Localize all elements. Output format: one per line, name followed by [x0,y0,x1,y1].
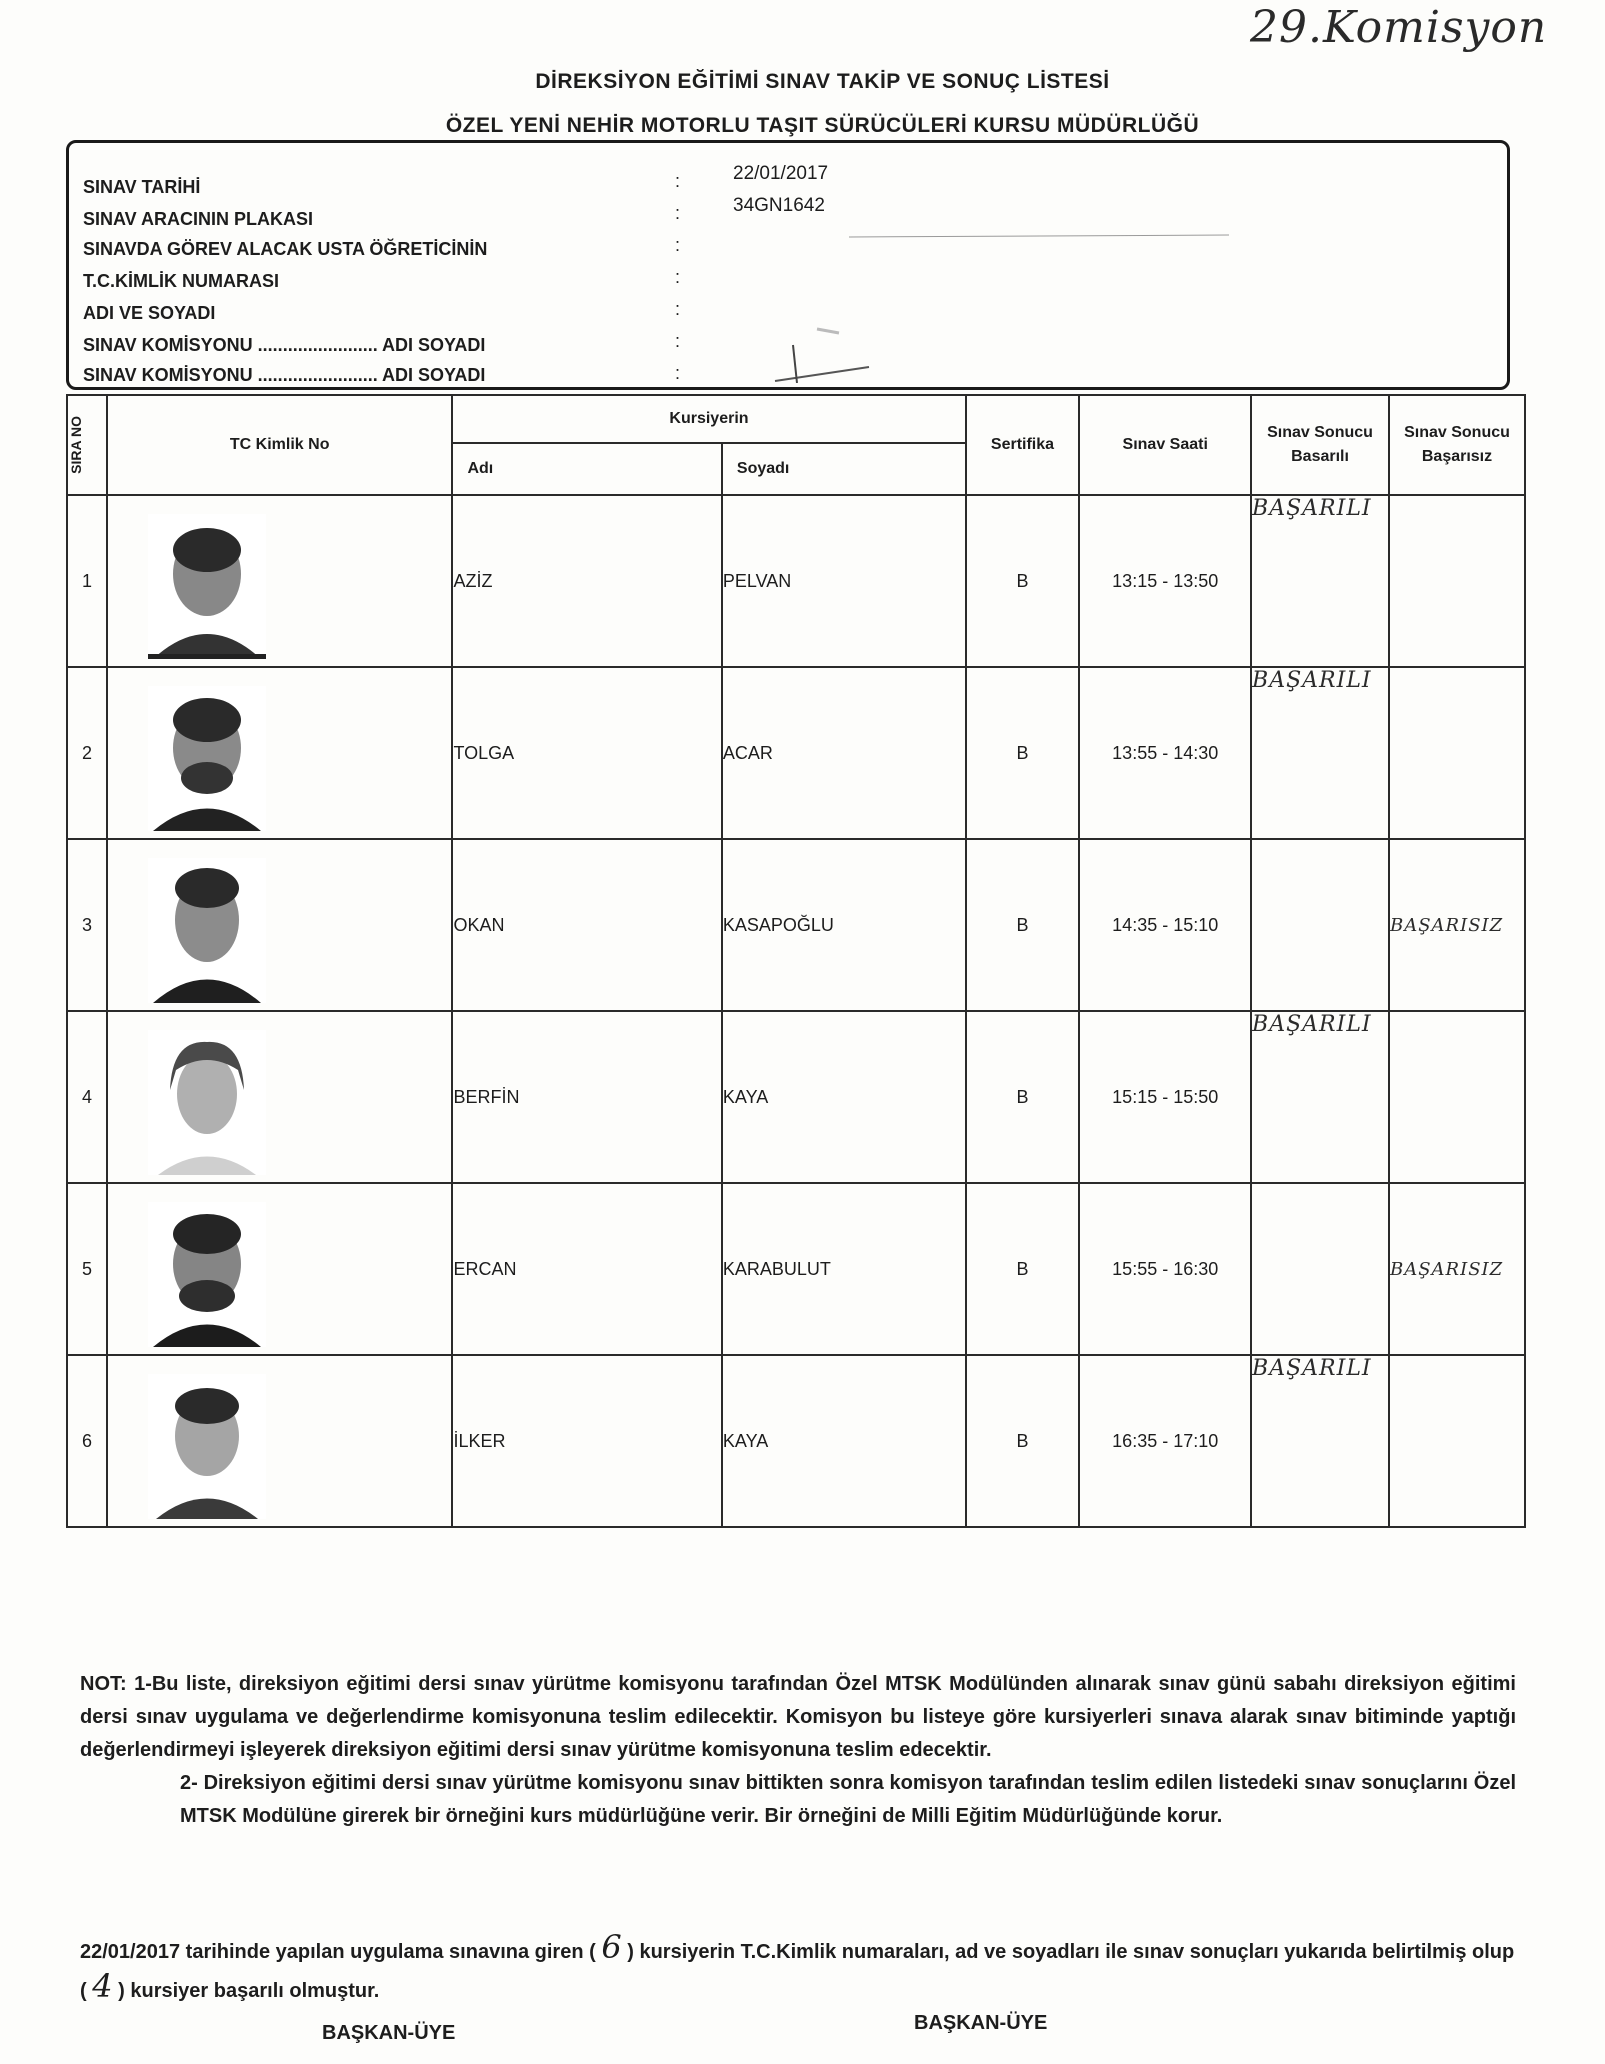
row-number: 2 [67,667,107,839]
student-first-name: OKAN [452,839,721,1011]
row-number: 1 [67,495,107,667]
student-photo [148,858,266,1003]
result-fail: BAŞARISIZ [1389,1183,1525,1355]
certificate-class: B [966,1183,1080,1355]
table-row [67,495,1525,667]
summary-part-2: ) kursiyerin T.C.Kimlik numaraları, ad ve soyadları ile sınav sonuçları yukarıda belirtilmiş olup ( [80,1941,1515,2002]
info-label-commission-2: SINAV KOMİSYONU ........................ ADI SOYADI [83,365,486,385]
info-colon: : [675,363,681,383]
header-kursiyerin: Kursiyerin [452,395,965,443]
student-first-name: İLKER [452,1355,721,1527]
exam-time: 15:15 - 15:50 [1079,1011,1251,1183]
student-photo [148,686,266,831]
result-fail [1389,495,1525,667]
info-label-tc: T.C.KİMLİK NUMARASI [83,271,279,291]
certificate-class: B [966,495,1080,667]
signature-right-label: BAŞKAN-ÜYE [914,2012,1048,2034]
exam-time: 16:35 - 17:10 [1079,1355,1251,1527]
student-last-name: KASAPOĞLU [722,839,966,1011]
row-number: 5 [67,1183,107,1355]
student-last-name: PELVAN [722,495,966,667]
info-label-instructor: SINAVDA GÖREV ALACAK USTA ÖĞRETİCİNİN [83,239,488,259]
certificate-class: B [966,839,1080,1011]
summary-part-3: ) kursiyer başarılı olmuştur. [118,1980,380,2002]
row-number: 3 [67,839,107,1011]
result-fail: BAŞARISIZ [1389,839,1525,1011]
table-row [67,1355,1525,1527]
info-label-name: ADI VE SOYADI [83,303,216,323]
header-sira-no: SIRA NO [67,395,107,495]
certificate-class: B [966,1355,1080,1527]
student-last-name: KARABULUT [722,1183,966,1355]
header-saat: Sınav Saati [1079,395,1251,495]
summary-statement [80,1930,1516,2008]
info-label-plate: SINAV ARACININ PLAKASI [83,209,314,229]
tc-photo-cell [107,495,453,667]
header-tc: TC Kimlik No [107,395,453,495]
student-last-name: KAYA [722,1011,966,1183]
row-number: 6 [67,1355,107,1527]
header-adi: Adı [452,443,721,495]
result-fail [1389,1011,1525,1183]
tc-photo-cell [107,667,453,839]
institution-title: ÖZEL YENİ NEHİR MOTORLU TAŞIT SÜRÜCÜLERİ KURSU MÜDÜRLÜĞÜ [445,114,1200,137]
info-colon: : [675,331,681,351]
document-title: DİREKSİYON EĞİTİMİ SINAV TAKİP VE SONUÇ LİSTESİ [535,70,1110,93]
student-first-name: TOLGA [452,667,721,839]
student-last-name: KAYA [722,1355,966,1527]
student-photo [148,1202,266,1347]
exam-time: 13:15 - 13:50 [1079,495,1251,667]
handwritten-commission-note: 29.Komisyon [1250,2,1548,53]
tc-photo-cell [107,1355,453,1527]
result-pass [1251,839,1389,1011]
student-photo [148,1374,266,1519]
info-colon: : [675,235,681,255]
student-photo [148,514,266,659]
results-table [66,394,1526,1528]
exam-info-box [66,140,1510,390]
tc-photo-cell [107,839,453,1011]
tc-photo-cell [107,1183,453,1355]
row-number: 4 [67,1011,107,1183]
student-first-name: BERFİN [452,1011,721,1183]
redacted-area [709,233,1269,383]
header-basarili: Sınav Sonucu Basarılı [1251,395,1389,495]
header-sertifika: Sertifika [966,395,1080,495]
pass-count-handwritten: 4 [92,1967,113,2005]
student-photo [148,1030,266,1175]
result-pass: BAŞARILI [1251,667,1389,839]
table-row [67,839,1525,1011]
header-soyadi: Soyadı [722,443,966,495]
signature-left-label: BAŞKAN-ÜYE [322,2022,456,2044]
student-first-name: AZİZ [452,495,721,667]
total-count-handwritten: 6 [601,1928,622,1966]
certificate-class: B [966,667,1080,839]
plate-value: 34GN1642 [733,195,825,216]
result-pass [1251,1183,1389,1355]
table-row [67,1183,1525,1355]
result-pass: BAŞARILI [1251,1011,1389,1183]
student-first-name: ERCAN [452,1183,721,1355]
info-colon: : [675,203,681,223]
header-basarisiz: Sınav Sonucu Başarısız [1389,395,1525,495]
info-colon: : [675,299,681,319]
info-colon: : [675,267,681,287]
note-paragraph-1: NOT: 1-Bu liste, direksiyon eğitimi dersi sınav yürütme komisyonu tarafından Özel MTSK Modülünden alınarak sınav günü sabahı direksiyon eğitimi dersi sınav uygulama ve değerlendirme komisyonuna teslim edilecektir. Komisyon bu listeye göre kursiyerleri sınava alarak sınav bitiminde yaptığı değerlendirmeyi işleyerek direksiyon eğitimi dersi sınav yürütme komisyonuna teslim edecektir. [80,1673,1516,1761]
certificate-class: B [966,1011,1080,1183]
student-last-name: ACAR [722,667,966,839]
exam-time: 15:55 - 16:30 [1079,1183,1251,1355]
info-colon: : [675,171,681,191]
exam-time: 13:55 - 14:30 [1079,667,1251,839]
tc-photo-cell [107,1011,453,1183]
result-pass: BAŞARILI [1251,495,1389,667]
exam-time: 14:35 - 15:10 [1079,839,1251,1011]
notes-section [80,1668,1516,1833]
exam-date-value: 22/01/2017 [733,163,829,184]
result-fail [1389,667,1525,839]
info-label-commission-1: SINAV KOMİSYONU ........................ ADI SOYADI [83,335,486,355]
note-paragraph-2: 2- Direksiyon eğitimi dersi sınav yürütme komisyonu sınav bittikten sonra komisyon tarafından teslim edilen listedeki sınav sonuçlarını Özel MTSK Modülüne girerek bir örneğini kurs müdürlüğüne verir. Bir örneğini de Milli Eğitim Müdürlüğünde korur. [180,1772,1516,1827]
result-pass: BAŞARILI [1251,1355,1389,1527]
table-row [67,667,1525,839]
info-label-exam-date: SINAV TARİHİ [83,177,201,197]
summary-part-1: 22/01/2017 tarihinde yapılan uygulama sınavına giren ( [80,1941,596,1963]
result-fail [1389,1355,1525,1527]
table-row [67,1011,1525,1183]
